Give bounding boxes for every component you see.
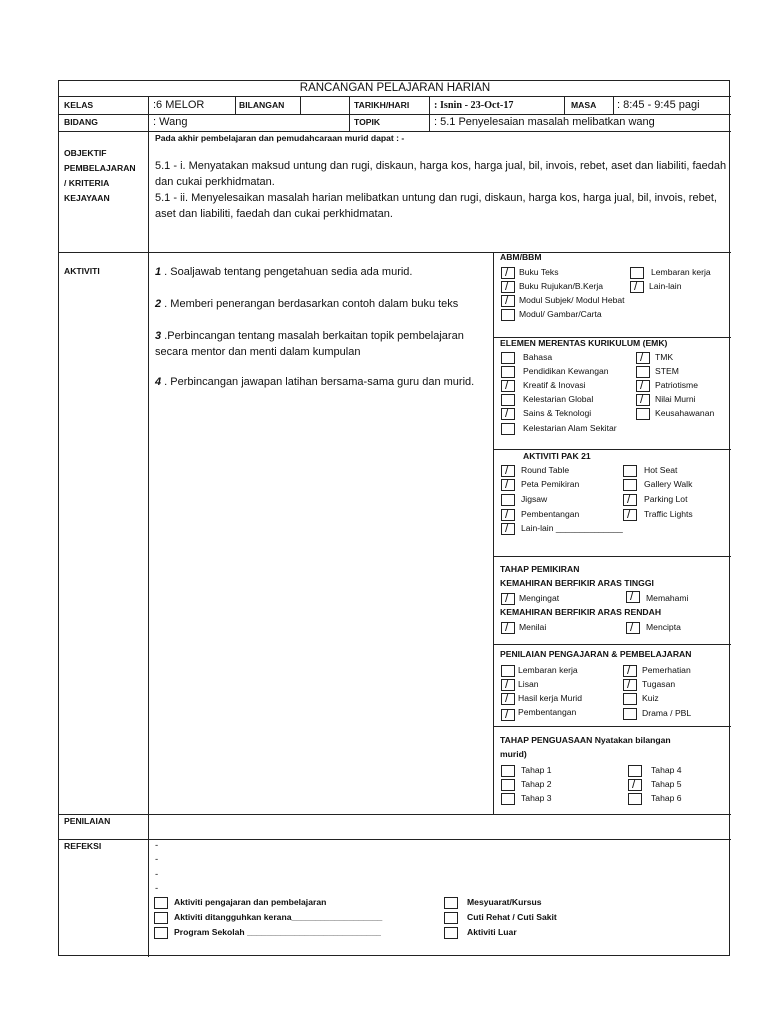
refleksi-option-label: Aktiviti ditangguhkan kerana___________________ xyxy=(174,912,383,922)
refleksi-line: - xyxy=(155,869,159,880)
penilaian-pp-checkbox[interactable] xyxy=(501,709,515,721)
penilaian-pp-label: Pemerhatian xyxy=(642,665,691,675)
penguasaan-checkbox[interactable] xyxy=(628,793,642,805)
tahap-pemikiran-label: Memahami xyxy=(646,593,689,603)
penguasaan-label: Tahap 2 xyxy=(521,779,552,789)
abm-option-label: Modul Subjek/ Modul Hebat xyxy=(519,295,625,305)
rule xyxy=(59,839,731,840)
refleksi-checkbox[interactable] xyxy=(154,897,168,909)
masa-label: MASA xyxy=(571,100,597,110)
abm-option-label: Lain-lain xyxy=(649,281,682,291)
emk-checkbox[interactable] xyxy=(501,408,515,420)
bilangan-label: BILANGAN xyxy=(239,100,285,110)
penguasaan-label: Tahap 6 xyxy=(651,793,682,803)
aktiviti-num: 3 xyxy=(155,330,162,342)
emk-option-label: Nilai Murni xyxy=(655,394,696,404)
pak21-checkbox[interactable] xyxy=(501,479,515,491)
refleksi-option-label: Program Sekolah ____________________________ xyxy=(174,927,381,937)
penilaian-pp-label: Lembaran kerja xyxy=(518,665,578,675)
aktiviti-text: . Perbincangan jawapan latihan bersama-sama guru dan murid. xyxy=(161,376,475,388)
form-title: RANCANGAN PELAJARAN HARIAN xyxy=(299,82,491,94)
emk-option-label: Kreatif & Inovasi xyxy=(523,380,586,390)
abm-option-label: Buku Rujukan/B.Kerja xyxy=(519,281,604,291)
aktiviti-item-1 xyxy=(155,265,489,281)
pak21-checkbox[interactable] xyxy=(623,494,637,506)
abm-option-label: Buku Teks xyxy=(519,267,559,277)
refleksi-checkbox[interactable] xyxy=(154,927,168,939)
penguasaan-label: Tahap 3 xyxy=(521,793,552,803)
abm-checkbox[interactable] xyxy=(501,267,515,279)
kbar-heading: KEMAHIRAN BERFIKIR ARAS RENDAH xyxy=(500,607,662,617)
tarikh-label: TARIKH/HARI xyxy=(354,100,410,110)
abm-heading: ABM/BBM xyxy=(500,252,542,262)
emk-checkbox[interactable] xyxy=(636,352,650,364)
abm-checkbox[interactable] xyxy=(630,281,644,293)
refleksi-label: REFEKSI xyxy=(64,841,102,851)
abm-option-label: Lembaran kerja xyxy=(651,267,711,277)
refleksi-checkbox[interactable] xyxy=(444,927,458,939)
emk-checkbox[interactable] xyxy=(501,423,515,435)
emk-option-label: Pendidikan Kewangan xyxy=(523,366,609,376)
aktiviti-num: 1 xyxy=(155,266,162,278)
rule xyxy=(148,96,149,957)
pak21-checkbox[interactable] xyxy=(501,523,515,535)
rule xyxy=(613,96,614,114)
penilaian-pp-checkbox[interactable] xyxy=(501,679,515,691)
tarikh-value: : Isnin - 23-Oct-17 xyxy=(434,100,514,111)
pak21-option-label: Gallery Walk xyxy=(644,479,693,489)
rule xyxy=(493,726,731,727)
penilaian-pp-checkbox[interactable] xyxy=(623,679,637,691)
emk-option-label: Kelestarian Alam Sekitar xyxy=(523,423,617,433)
rule xyxy=(429,96,430,131)
emk-checkbox[interactable] xyxy=(501,366,515,378)
penilaian-pp-label: Tugasan xyxy=(642,679,676,689)
refleksi-checkbox[interactable] xyxy=(154,912,168,924)
penguasaan-label: Tahap 1 xyxy=(521,765,552,775)
emk-option-label: STEM xyxy=(655,366,679,376)
refleksi-option-label: Mesyuarat/Kursus xyxy=(467,897,542,907)
pak21-checkbox[interactable] xyxy=(623,465,637,477)
tahap-pemikiran-checkbox[interactable] xyxy=(626,622,640,634)
penguasaan-checkbox[interactable] xyxy=(501,793,515,805)
rule xyxy=(300,96,301,114)
penilaian-label: PENILAIAN xyxy=(64,816,111,826)
pak21-checkbox[interactable] xyxy=(501,509,515,521)
emk-option-label: Keusahawanan xyxy=(655,408,715,418)
penilaian-pp-checkbox[interactable] xyxy=(623,665,637,677)
emk-checkbox[interactable] xyxy=(501,394,515,406)
aktiviti-label: AKTIVITI xyxy=(64,266,100,276)
penilaian-pp-label: Lisan xyxy=(518,679,539,689)
emk-option-label: Bahasa xyxy=(523,352,553,362)
objektif-item-1: 5.1 - i. Menyatakan maksud untung dan rugi, diskaun, harga kos, harga jual, bil, invois, rebet, aset dan liabiliti, faedah dan cukai perkhidmatan. xyxy=(155,160,727,188)
penilaian-pp-label: Hasil kerja Murid xyxy=(518,693,582,703)
topik-label: TOPIK xyxy=(354,117,381,127)
refleksi-line: - xyxy=(155,840,159,851)
tahap-pemikiran-checkbox[interactable] xyxy=(501,622,515,634)
rule xyxy=(59,814,731,815)
rule xyxy=(59,131,731,132)
rule xyxy=(493,449,731,450)
refleksi-line: - xyxy=(155,854,159,865)
aktiviti-num: 4 xyxy=(155,376,162,388)
emk-checkbox[interactable] xyxy=(501,380,515,392)
penguasaan-checkbox[interactable] xyxy=(628,779,642,791)
emk-checkbox[interactable] xyxy=(636,408,650,420)
pak21-option-label: Traffic Lights xyxy=(644,509,693,519)
rule xyxy=(493,556,731,557)
aktiviti-num: 2 xyxy=(155,298,162,310)
refleksi-line: - xyxy=(155,883,159,894)
aktiviti-text: .Perbincangan tentang masalah berkaitan topik pembelajaran secara mentor dan menti dalam kumpulan xyxy=(155,330,464,358)
aktiviti-item-3 xyxy=(155,329,489,361)
lesson-plan-form xyxy=(58,80,730,956)
refleksi-option-label: Aktiviti Luar xyxy=(467,927,517,937)
emk-checkbox[interactable] xyxy=(636,394,650,406)
penguasaan-heading: TAHAP PENGUASAAN Nyatakan bilangan xyxy=(500,735,671,745)
masa-value: : 8:45 - 9:45 pagi xyxy=(617,99,700,111)
abm-checkbox[interactable] xyxy=(630,267,644,279)
bidang-value: : Wang xyxy=(153,116,188,128)
pak21-option-label: Pembentangan xyxy=(521,509,580,519)
rule xyxy=(59,252,731,253)
penilaian-pp-heading: PENILAIAN PENGAJARAN & PEMBELAJARAN xyxy=(500,649,692,659)
pak21-checkbox[interactable] xyxy=(501,494,515,506)
tahap-pemikiran-heading: TAHAP PEMIKIRAN xyxy=(500,564,580,574)
pak21-checkbox[interactable] xyxy=(501,465,515,477)
aktiviti-item-4 xyxy=(155,375,489,391)
aktiviti-text: . Soaljawab tentang pengetahuan sedia ada murid. xyxy=(161,266,413,278)
objektif-intro: Pada akhir pembelajaran dan pemudahcaraan murid dapat : - xyxy=(155,133,405,143)
kbat-heading: KEMAHIRAN BERFIKIR ARAS TINGGI xyxy=(500,578,654,588)
penilaian-pp-checkbox[interactable] xyxy=(623,708,637,720)
penilaian-pp-checkbox[interactable] xyxy=(623,693,637,705)
objektif-label-line: / KRITERIA xyxy=(64,178,110,188)
objektif-label-line: OBJEKTIF xyxy=(64,148,107,158)
rule xyxy=(349,96,350,131)
pak21-option-label: Jigsaw xyxy=(521,494,548,504)
pak21-option-label: Round Table xyxy=(521,465,570,475)
pak21-option-label: Peta Pemikiran xyxy=(521,479,580,489)
kelas-label: KELAS xyxy=(64,100,94,110)
emk-option-label: TMK xyxy=(655,352,674,362)
pak21-checkbox[interactable] xyxy=(623,509,637,521)
tahap-pemikiran-checkbox[interactable] xyxy=(626,591,640,603)
pak21-option-label: Lain-lain ______________ xyxy=(521,523,623,533)
rule xyxy=(59,96,731,97)
penilaian-pp-label: Pembentangan xyxy=(518,707,577,717)
rule xyxy=(564,96,565,114)
bidang-label: BIDANG xyxy=(64,117,98,127)
pak21-option-label: Parking Lot xyxy=(644,494,688,504)
tahap-pemikiran-checkbox[interactable] xyxy=(501,593,515,605)
aktiviti-item-2 xyxy=(155,297,489,313)
refleksi-option-label: Cuti Rehat / Cuti Sakit xyxy=(467,912,557,922)
penilaian-pp-label: Drama / PBL xyxy=(642,708,692,718)
penilaian-pp-label: Kuiz xyxy=(642,693,659,703)
penilaian-pp-checkbox[interactable] xyxy=(501,665,515,677)
penguasaan-label: Tahap 4 xyxy=(651,765,682,775)
objektif-label-line: PEMBELAJARAN xyxy=(64,163,136,173)
objektif-label-line: KEJAYAAN xyxy=(64,193,110,203)
emk-option-label: Kelestarian Global xyxy=(523,394,594,404)
objektif-label xyxy=(64,146,136,206)
abm-checkbox[interactable] xyxy=(501,281,515,293)
abm-checkbox[interactable] xyxy=(501,309,515,321)
tahap-pemikiran-label: Mengingat xyxy=(519,593,560,603)
rule xyxy=(493,252,494,814)
aktiviti-text: . Memberi penerangan berdasarkan contoh dalam buku teks xyxy=(161,298,459,310)
tahap-pemikiran-label: Menilai xyxy=(519,622,547,632)
refleksi-checkbox[interactable] xyxy=(444,897,458,909)
kelas-value: :6 MELOR xyxy=(153,99,205,111)
emk-heading: ELEMEN MERENTAS KURIKULUM (EMK) xyxy=(500,338,668,348)
emk-checkbox[interactable] xyxy=(636,366,650,378)
penguasaan-checkbox[interactable] xyxy=(628,765,642,777)
refleksi-checkbox[interactable] xyxy=(444,912,458,924)
refleksi-option-label: Aktiviti pengajaran dan pembelajaran xyxy=(174,897,327,907)
objektif-item-2: 5.1 - ii. Menyelesaikan masalah harian melibatkan untung dan rugi, diskaun, harga kos, harga jual, bil, invois, rebet, aset dan liabiliti, faedah dan cukai perkhidmatan. xyxy=(155,192,717,220)
emk-option-label: Patriotisme xyxy=(655,380,698,390)
rule xyxy=(493,644,731,645)
penguasaan-checkbox[interactable] xyxy=(501,765,515,777)
penilaian-pp-checkbox[interactable] xyxy=(501,693,515,705)
pak21-option-label: Hot Seat xyxy=(644,465,678,475)
pak21-heading: AKTIVITI PAK 21 xyxy=(523,451,591,461)
penguasaan-checkbox[interactable] xyxy=(501,779,515,791)
emk-checkbox[interactable] xyxy=(501,352,515,364)
pak21-checkbox[interactable] xyxy=(623,479,637,491)
abm-checkbox[interactable] xyxy=(501,295,515,307)
abm-option-label: Modul/ Gambar/Carta xyxy=(519,309,602,319)
emk-option-label: Sains & Teknologi xyxy=(523,408,592,418)
penguasaan-heading-2: murid) xyxy=(500,749,527,759)
topik-value: : 5.1 Penyelesaian masalah melibatkan wang xyxy=(434,116,655,128)
penguasaan-label: Tahap 5 xyxy=(651,779,682,789)
tahap-pemikiran-label: Mencipta xyxy=(646,622,681,632)
rule xyxy=(59,114,731,115)
rule xyxy=(235,96,236,114)
emk-checkbox[interactable] xyxy=(636,380,650,392)
